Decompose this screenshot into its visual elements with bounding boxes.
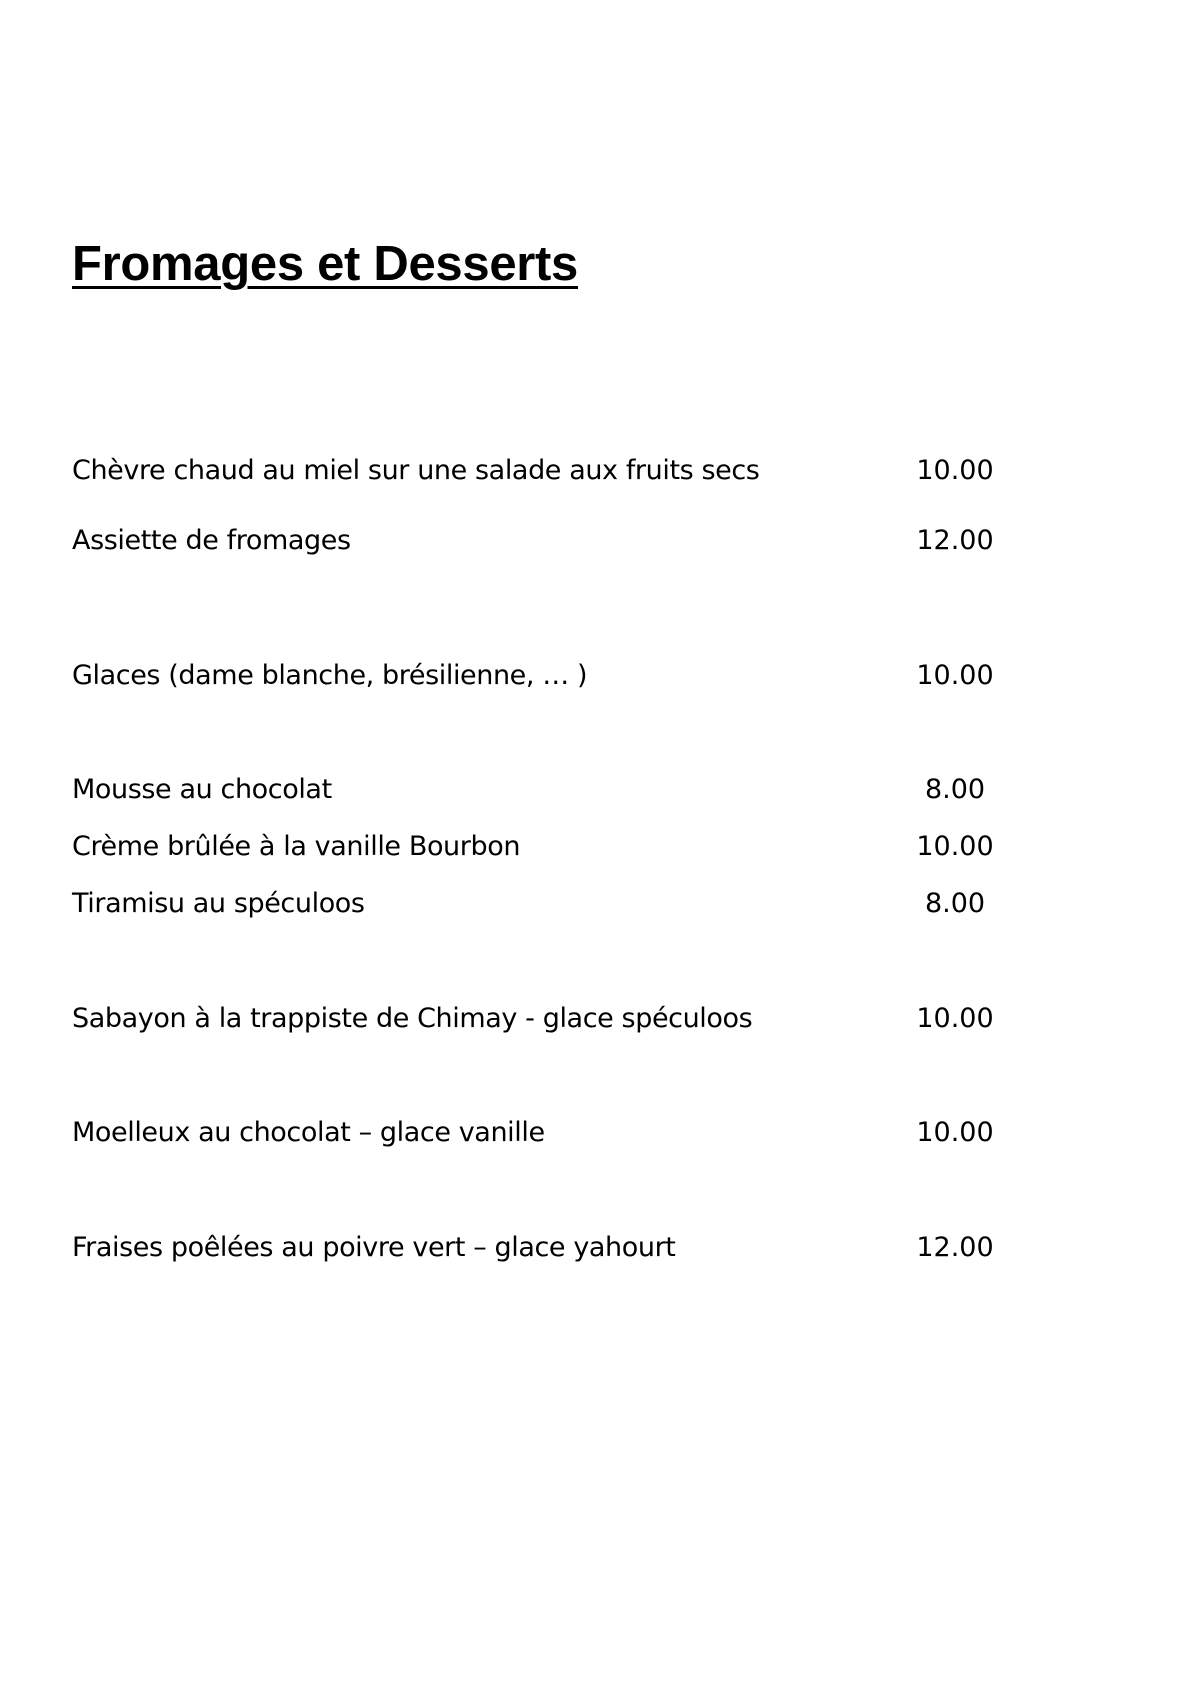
menu-item xyxy=(72,521,1000,561)
menu-item xyxy=(72,770,1000,810)
menu-item xyxy=(72,884,1000,924)
menu-item-price: 12.00 xyxy=(916,525,994,556)
menu-item-price: 8.00 xyxy=(924,774,986,805)
menu-item-name: Glaces (dame blanche, brésilienne, … ) xyxy=(72,660,588,691)
menu-item-name: Assiette de fromages xyxy=(72,525,351,556)
menu-item-price: 10.00 xyxy=(916,660,994,691)
menu-item-name: Crème brûlée à la vanille Bourbon xyxy=(72,831,521,862)
menu-item xyxy=(72,999,1000,1039)
menu-item-name: Moelleux au chocolat – glace vanille xyxy=(72,1117,545,1148)
page-title: Fromages et Desserts xyxy=(72,237,579,291)
menu-item-price: 10.00 xyxy=(916,455,994,486)
menu-item-name: Tiramisu au spéculoos xyxy=(72,888,365,919)
menu-item-price: 8.00 xyxy=(924,888,986,919)
menu-item xyxy=(72,827,1000,867)
menu-item-name: Chèvre chaud au miel sur une salade aux fruits secs xyxy=(72,455,760,486)
menu-item xyxy=(72,1113,1000,1153)
menu-item xyxy=(72,1228,1000,1268)
menu-item xyxy=(72,656,1000,696)
menu-item-price: 10.00 xyxy=(916,1003,994,1034)
menu-item xyxy=(72,451,1000,491)
menu-item-price: 10.00 xyxy=(916,831,994,862)
menu-item-name: Mousse au chocolat xyxy=(72,774,332,805)
menu-item-name: Sabayon à la trappiste de Chimay - glace spéculoos xyxy=(72,1003,753,1034)
menu-item-price: 12.00 xyxy=(916,1232,994,1263)
menu-item-price: 10.00 xyxy=(916,1117,994,1148)
menu-item-name: Fraises poêlées au poivre vert – glace yahourt xyxy=(72,1232,676,1263)
